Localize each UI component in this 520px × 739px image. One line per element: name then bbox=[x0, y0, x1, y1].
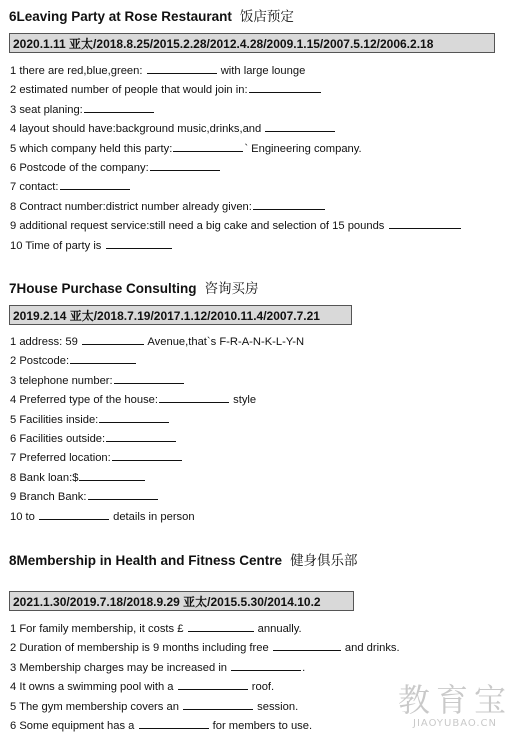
list-item: 5 Facilities inside: bbox=[10, 411, 304, 430]
list-item: 4 layout should have:background music,drinks,and bbox=[10, 120, 462, 139]
section-6-title bbox=[9, 5, 294, 25]
section-8-list bbox=[10, 620, 400, 736]
section-title-text: 7House Purchase Consulting bbox=[9, 281, 197, 296]
answer-blank[interactable] bbox=[231, 659, 301, 671]
answer-blank[interactable] bbox=[159, 391, 229, 403]
list-item: 3 seat planing: bbox=[10, 101, 462, 120]
answer-blank[interactable] bbox=[139, 717, 209, 729]
list-item: 6 Facilities outside: bbox=[10, 430, 304, 449]
list-item: 9 Branch Bank: bbox=[10, 488, 304, 507]
answer-blank[interactable] bbox=[150, 159, 220, 171]
list-item: 7 contact: bbox=[10, 178, 462, 197]
list-item: 6 Some equipment has a for members to use. bbox=[10, 717, 400, 736]
answer-blank[interactable] bbox=[79, 469, 145, 481]
answer-blank[interactable] bbox=[88, 488, 158, 500]
answer-blank[interactable] bbox=[389, 217, 461, 229]
list-item: 8 Contract number:district number already given: bbox=[10, 198, 462, 217]
section-title-cn: 饭店预定 bbox=[239, 9, 294, 25]
section-title-text: 6Leaving Party at Rose Restaurant bbox=[9, 9, 232, 24]
section-7-dates: 2019.2.14 亚太/2018.7.19/2017.1.12/2010.11.4/2007.7.21 bbox=[9, 305, 352, 325]
list-item: 2 Duration of membership is 9 months including free and drinks. bbox=[10, 639, 400, 658]
answer-blank[interactable] bbox=[178, 678, 248, 690]
list-item: 3 Membership charges may be increased in . bbox=[10, 659, 400, 678]
section-6-list bbox=[10, 62, 462, 256]
list-item: 9 additional request service:still need a big cake and selection of 15 pounds bbox=[10, 217, 462, 236]
watermark-cn: 教育宝 bbox=[397, 681, 512, 719]
answer-blank[interactable] bbox=[147, 62, 217, 74]
answer-blank[interactable] bbox=[84, 101, 154, 113]
answer-blank[interactable] bbox=[114, 372, 184, 384]
list-item: 4 Preferred type of the house: style bbox=[10, 391, 304, 410]
answer-blank[interactable] bbox=[112, 449, 182, 461]
answer-blank[interactable] bbox=[70, 352, 136, 364]
list-item: 5 which company held this party: ` Engineering company. bbox=[10, 140, 462, 159]
list-item: 2 estimated number of people that would join in: bbox=[10, 81, 462, 100]
section-title-text: 8Membership in Health and Fitness Centre bbox=[9, 553, 283, 568]
list-item: 6 Postcode of the company: bbox=[10, 159, 462, 178]
answer-blank[interactable] bbox=[249, 81, 321, 93]
answer-blank[interactable] bbox=[253, 198, 325, 210]
answer-blank[interactable] bbox=[39, 508, 109, 520]
answer-blank[interactable] bbox=[106, 430, 176, 442]
list-item: 8 Bank loan:$ bbox=[10, 469, 304, 488]
watermark-logo bbox=[398, 682, 512, 729]
answer-blank[interactable] bbox=[82, 333, 144, 345]
answer-blank[interactable] bbox=[273, 639, 341, 651]
section-8-title bbox=[9, 549, 358, 569]
list-item: 1 there are red,blue,green: with large lounge bbox=[10, 62, 462, 81]
answer-blank[interactable] bbox=[173, 140, 243, 152]
list-item: 1 For family membership, it costs £ annually. bbox=[10, 620, 400, 639]
answer-blank[interactable] bbox=[265, 120, 335, 132]
section-7-title bbox=[9, 277, 259, 297]
list-item: 7 Preferred location: bbox=[10, 449, 304, 468]
list-item: 5 The gym membership covers an session. bbox=[10, 698, 400, 717]
answer-blank[interactable] bbox=[99, 411, 169, 423]
watermark-en: JIAOYUBAO.CN bbox=[413, 718, 497, 729]
section-8-dates: 2021.1.30/2019.7.18/2018.9.29 亚太/2015.5.30/2014.10.2 bbox=[9, 591, 354, 611]
list-item: 3 telephone number: bbox=[10, 372, 304, 391]
list-item: 4 It owns a swimming pool with a roof. bbox=[10, 678, 400, 697]
list-item: 2 Postcode: bbox=[10, 352, 304, 371]
answer-blank[interactable] bbox=[183, 698, 253, 710]
answer-blank[interactable] bbox=[106, 237, 172, 249]
answer-blank[interactable] bbox=[188, 620, 254, 632]
section-6-dates: 2020.1.11 亚太/2018.8.25/2015.2.28/2012.4.28/2009.1.15/2007.5.12/2006.2.18 bbox=[9, 33, 495, 53]
answer-blank[interactable] bbox=[60, 178, 130, 190]
section-title-cn: 健身俱乐部 bbox=[290, 553, 358, 569]
list-item: 1 address: 59 Avenue,that`s F-R-A-N-K-L-Y-N bbox=[10, 333, 304, 352]
list-item: 10 Time of party is bbox=[10, 237, 462, 256]
section-7-list bbox=[10, 333, 304, 527]
section-title-cn: 咨询买房 bbox=[204, 281, 259, 297]
list-item: 10 to details in person bbox=[10, 508, 304, 527]
